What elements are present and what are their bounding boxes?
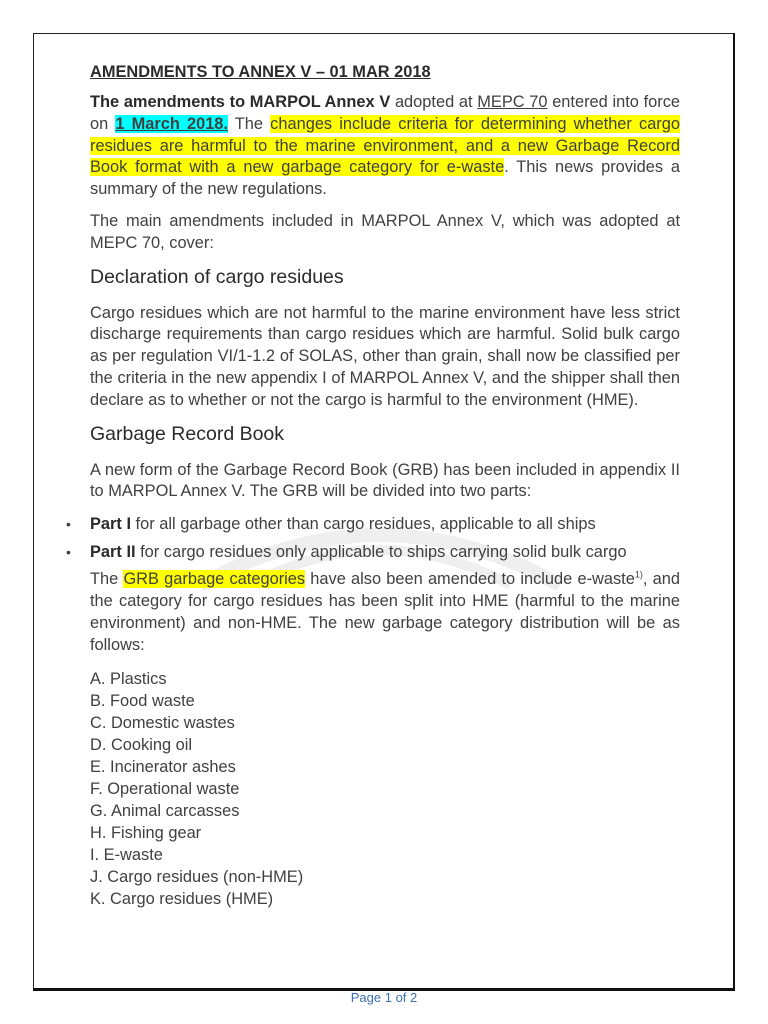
list-item: F. Operational waste xyxy=(90,780,240,799)
intro-text-4: . This news provides a summary of the new regulations. xyxy=(90,158,680,199)
list-item: C. Domestic wastes xyxy=(90,714,235,733)
part-text: for cargo residues only applicable to ships carrying solid bulk cargo xyxy=(135,543,627,562)
part-text: for all garbage other than cargo residues, applicable to all ships xyxy=(131,515,596,534)
intro-text-2: entered into force on xyxy=(90,93,681,133)
section-heading-cargo-residues: Declaration of cargo residues xyxy=(90,265,344,288)
document-body xyxy=(66,62,681,910)
list-item xyxy=(66,513,680,535)
list-item: I. E-waste xyxy=(90,846,163,865)
grb-categories-highlight: GRB garbage categories xyxy=(123,570,306,589)
list-item: D. Cooking oil xyxy=(90,736,193,755)
intro-text-1: adopted at xyxy=(390,93,478,111)
list-item: J. Cargo residues (non-HME) xyxy=(90,868,304,887)
changes-highlight: changes include criteria for determining whether cargo residues are harmful to the marine environment, and a new Garbage Record Book format with a new garbage category for e-waste xyxy=(90,114,680,177)
main-amendments-paragraph: The main amendments included in MARPOL Annex V, which was adopted at MEPC 70, cover: xyxy=(90,211,680,252)
list-item: K. Cargo residues (HME) xyxy=(90,890,274,909)
cargo-residues-paragraph: Cargo residues which are not harmful to the marine environment have less strict discharge requirements than cargo residues which are harmful. Solid bulk cargo as per regulation VI/1-1.2 of SOLAS, other than grain, shall now be classified per the criteria in the new appendix I of MARPOL Annex V, and the shipper shall then declare as to whether or not the cargo is harmful to the environment (HME). xyxy=(90,303,680,409)
footnote-ref: 1) xyxy=(634,569,643,580)
grb-text-1: The xyxy=(90,570,124,589)
grb-text-2: have also been amended to include e-waste xyxy=(305,570,635,589)
intro-bold-lead: The amendments to MARPOL Annex V xyxy=(90,93,391,111)
mepc-link[interactable]: MEPC 70 xyxy=(477,93,548,111)
date-highlight: 1 March 2018. xyxy=(115,114,228,133)
grb-text-3: , and the category for cargo residues has been split into HME (harmful to the marine environment) and non-HME. The new garbage category distribution will be as follows: xyxy=(90,570,680,654)
grb-parts-list xyxy=(66,513,680,563)
list-item: B. Food waste xyxy=(90,692,195,711)
list-item: A. Plastics xyxy=(90,670,167,689)
list-item: E. Incinerator ashes xyxy=(90,758,236,777)
page-number: Page 1 of 2 xyxy=(350,990,418,1005)
list-item xyxy=(66,541,680,563)
garbage-record-book-paragraph: A new form of the Garbage Record Book (GRB) has been included in appendix II to MARPOL Annex V. The GRB will be divided into two parts: xyxy=(90,460,680,501)
garbage-category-list xyxy=(90,668,680,910)
intro-text-3: The xyxy=(227,114,271,133)
bullet-icon: • xyxy=(66,544,71,561)
section-heading-garbage-record-book: Garbage Record Book xyxy=(90,422,285,445)
document-heading: AMENDMENTS TO ANNEX V – 01 MAR 2018 xyxy=(90,63,431,81)
part-label: Part II xyxy=(90,543,136,562)
list-item: H. Fishing gear xyxy=(90,824,202,843)
intro-paragraph xyxy=(90,92,680,201)
part-label: Part I xyxy=(90,515,131,534)
list-item: G. Animal carcasses xyxy=(90,802,240,821)
grb-categories-paragraph xyxy=(90,569,680,656)
bullet-icon: • xyxy=(66,516,71,533)
